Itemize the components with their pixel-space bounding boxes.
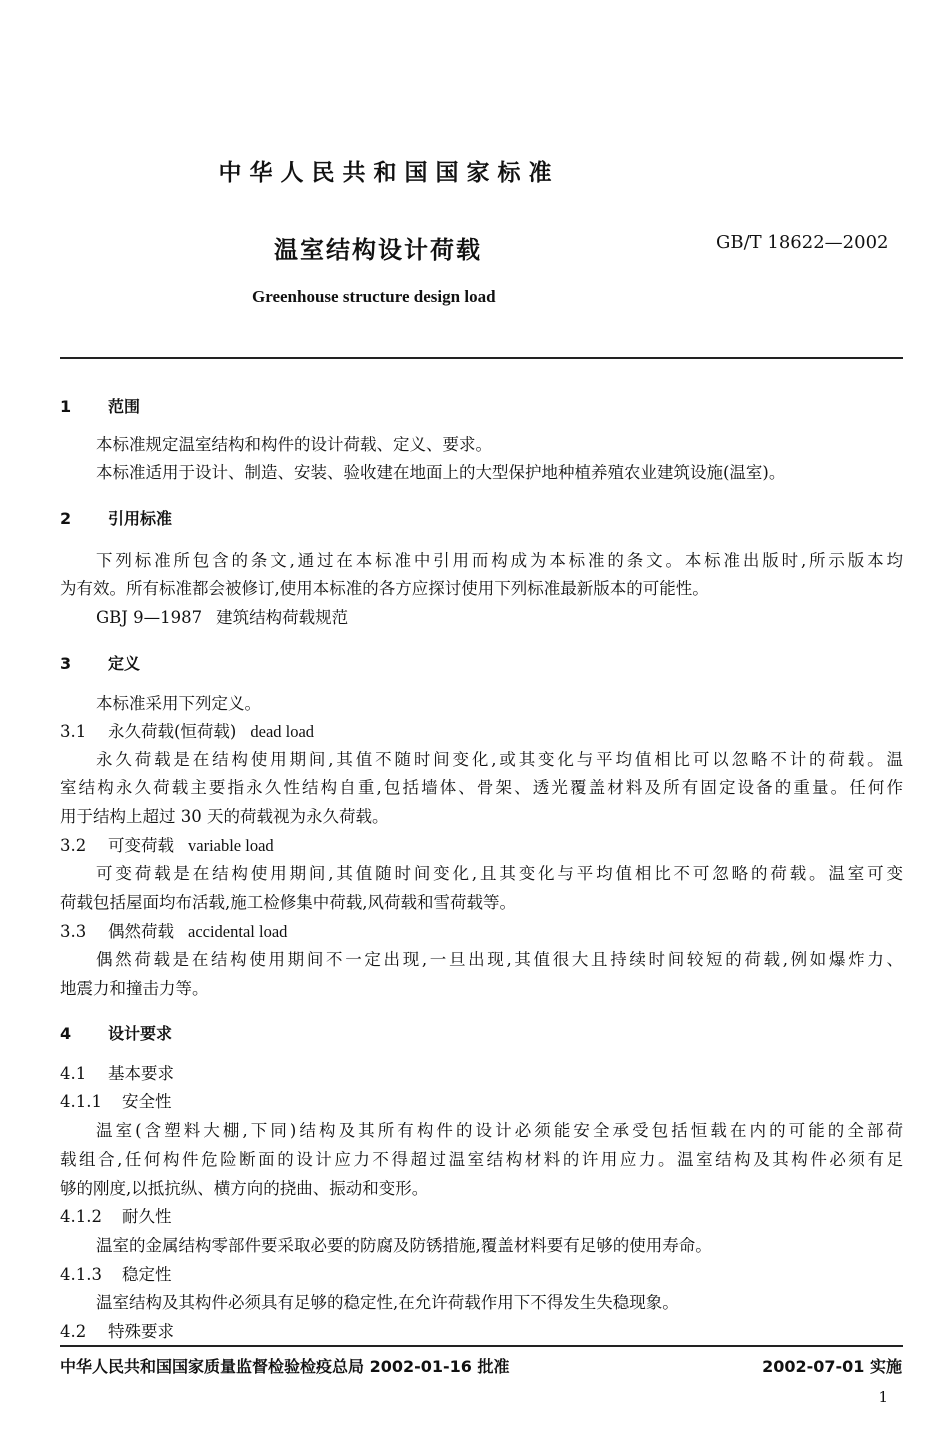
section-2-heading [60, 506, 172, 529]
term: 可变荷载 [108, 836, 174, 855]
clause-title: 耐久性 [122, 1207, 172, 1226]
normative-reference [60, 604, 903, 632]
standard-number: GB/T 18622—2002 [716, 232, 889, 253]
term-english: accidental load [188, 922, 288, 941]
paragraph-line: 够的刚度,以抵抗纵、横方向的挠曲、振动和变形。 [60, 1179, 429, 1198]
paragraph-line: 地震力和撞击力等。 [60, 979, 209, 998]
section-title: 定义 [108, 654, 141, 673]
term: 永久荷载(恒荷载) [108, 722, 237, 741]
page-number: 1 [878, 1388, 888, 1406]
paragraph-line: 可变荷载是在结构使用期间,其值随时间变化,且其变化与平均值相比不可忽略的荷载。温室可变 [96, 864, 903, 883]
paragraph-line: 温室结构及其构件必须具有足够的稳定性,在允许荷载作用下不得发生失稳现象。 [96, 1293, 679, 1312]
paragraph-line: 永久荷载是在结构使用期间,其值不随时间变化,或其变化与平均值相比可以忽略不计的荷载。温 [96, 750, 903, 769]
paragraph-line: 载组合,任何构件危险断面的设计应力不得超过温室结构材料的许用应力。温室结构及其构件必须有足 [60, 1150, 903, 1169]
term: 偶然荷载 [108, 922, 174, 941]
paragraph-line: 温室的金属结构零部件要采取必要的防腐及防锈措施,覆盖材料要有足够的使用寿命。 [96, 1236, 712, 1255]
paragraph-line: 荷载包括屋面均布活载,施工检修集中荷载,风荷载和雪荷载等。 [60, 893, 516, 912]
header-rule [60, 357, 903, 359]
definition-3-3-heading [60, 918, 903, 946]
clause-number: 4.1 [60, 1064, 87, 1083]
clause-4-1-3-heading [60, 1261, 903, 1289]
paragraph-line: 为有效。所有标准都会被修订,使用本标准的各方应探讨使用下列标准最新版本的可能性。 [60, 579, 709, 598]
paragraph-line: 温室(含塑料大棚,下同)结构及其所有构件的设计必须能安全承受包括恒载在内的可能的全部荷 [96, 1121, 903, 1140]
clause-4-1-2-heading [60, 1203, 903, 1231]
reference-title: 建筑结构荷载规范 [216, 608, 349, 627]
clause-number: 4.1.1 [60, 1092, 102, 1111]
paragraph-line: 室结构永久荷载主要指永久性结构自重,包括墙体、骨架、透光覆盖材料及所有固定设备的重量。任何作 [60, 778, 903, 797]
clause-title: 基本要求 [108, 1064, 174, 1083]
section-number: 2 [60, 509, 72, 528]
section-title: 设计要求 [108, 1024, 173, 1043]
section-title: 引用标准 [108, 509, 173, 528]
section-3-heading [60, 651, 140, 674]
section-number: 3 [60, 654, 72, 673]
clause-4-1-1-heading [60, 1088, 903, 1116]
reference-code: GBJ 9—1987 [96, 608, 203, 627]
section-number: 4 [60, 1024, 72, 1043]
clause-title: 稳定性 [122, 1265, 172, 1284]
section-1-heading [60, 394, 140, 417]
paragraph: 本标准采用下列定义。 [96, 694, 261, 713]
paragraph-line: 偶然荷载是在结构使用期间不一定出现,一旦出现,其值很大且持续时间较短的荷载,例如爆炸力、 [96, 950, 903, 969]
definition-3-2-heading [60, 832, 903, 860]
clause-number: 3.2 [60, 836, 87, 855]
effective-date: 2002-07-01 实施 [762, 1357, 902, 1376]
section-number: 1 [60, 397, 72, 416]
clause-number: 3.3 [60, 922, 87, 941]
paragraph-line: 下列标准所包含的条文,通过在本标准中引用而构成为本标准的条文。本标准出版时,所示版本均 [96, 551, 903, 570]
english-title: Greenhouse structure design load [252, 287, 496, 306]
definition-3-1-heading [60, 718, 903, 746]
paragraph: 本标准规定温室结构和构件的设计荷载、定义、要求。 [96, 435, 492, 454]
clause-4-2-heading [60, 1318, 903, 1346]
clause-number: 3.1 [60, 722, 87, 741]
term-english: variable load [188, 836, 274, 855]
paragraph-line: 用于结构上超过 30 天的荷载视为永久荷载。 [60, 807, 389, 826]
approval-statement: 中华人民共和国国家质量监督检验检疫总局 2002-01-16 批准 [60, 1357, 510, 1376]
section-title: 范围 [108, 397, 141, 416]
term-english: dead load [250, 722, 315, 741]
clause-title: 安全性 [122, 1092, 172, 1111]
document-title: 温室结构设计荷载 [274, 236, 482, 264]
clause-number: 4.1.2 [60, 1207, 102, 1226]
issuing-org: 中华人民共和国国家标准 [218, 160, 560, 186]
footer-rule [60, 1345, 903, 1347]
clause-number: 4.1.3 [60, 1265, 102, 1284]
clause-number: 4.2 [60, 1322, 87, 1341]
paragraph: 本标准适用于设计、制造、安装、验收建在地面上的大型保护地种植养殖农业建筑设施(温室)。 [96, 463, 786, 482]
section-4-heading [60, 1021, 172, 1044]
clause-4-1-heading [60, 1060, 903, 1088]
clause-title: 特殊要求 [108, 1322, 174, 1341]
